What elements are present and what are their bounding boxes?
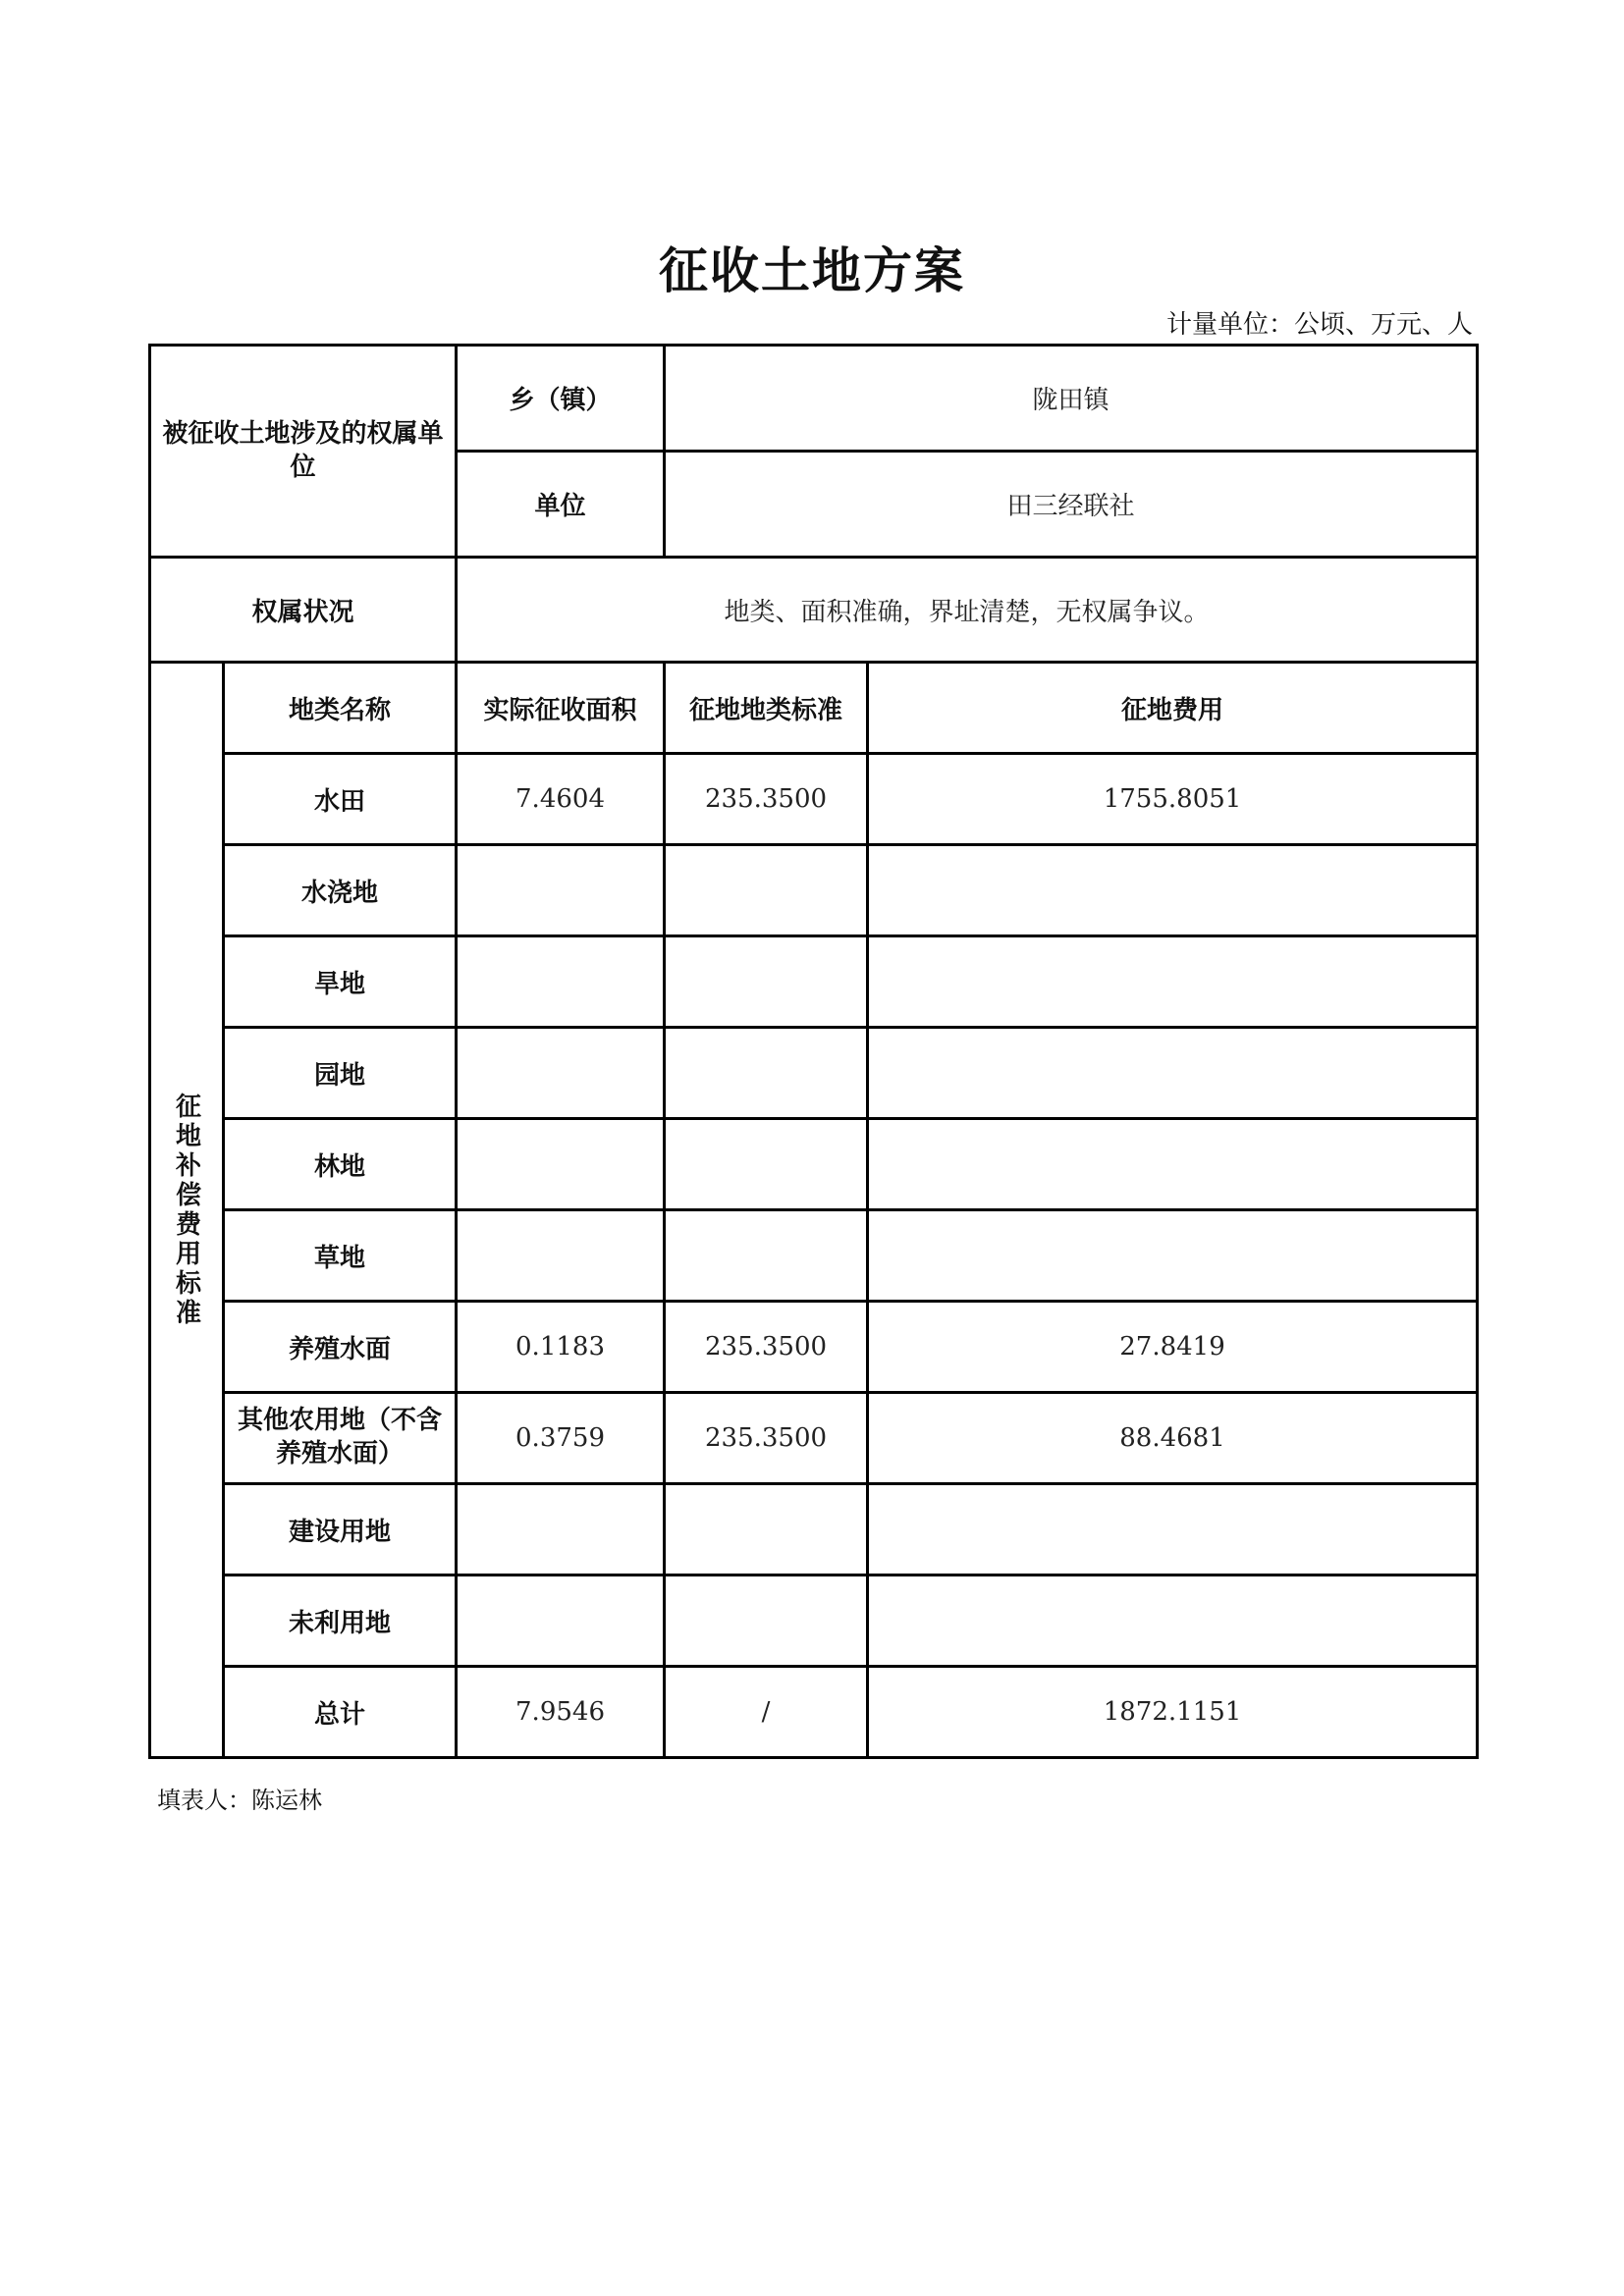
row-land-type: 总计 <box>224 1667 457 1758</box>
row-standard <box>665 1028 868 1119</box>
page-title: 征收土地方案 <box>659 242 965 299</box>
row-land-type: 水田 <box>224 754 457 845</box>
row-area: 0.3759 <box>457 1393 665 1484</box>
header-standard: 征地地类标准 <box>665 663 868 754</box>
row-standard <box>665 1210 868 1302</box>
row-area: 7.4604 <box>457 754 665 845</box>
row-fee: 88.4681 <box>868 1393 1478 1484</box>
row-standard <box>665 845 868 936</box>
row-area <box>457 1028 665 1119</box>
row-standard <box>665 936 868 1028</box>
header-actual-area: 实际征收面积 <box>457 663 665 754</box>
row-fee <box>868 1575 1478 1667</box>
table-row <box>150 754 1478 845</box>
compensation-side-cell <box>150 663 224 1758</box>
row-land-type: 草地 <box>224 1210 457 1302</box>
township-label: 乡（镇） <box>457 346 665 452</box>
row-fee: 1755.8051 <box>868 754 1478 845</box>
row-fee <box>868 1028 1478 1119</box>
row-standard: 235.3500 <box>665 754 868 845</box>
owner-section-label: 被征收土地涉及的权属单位 <box>150 346 457 558</box>
table-row <box>150 1210 1478 1302</box>
row-fee: 27.8419 <box>868 1302 1478 1393</box>
table-row <box>150 1484 1478 1575</box>
table-row-total <box>150 1667 1478 1758</box>
row-land-type: 养殖水面 <box>224 1302 457 1393</box>
table-row <box>150 1393 1478 1484</box>
row-land-type: 林地 <box>224 1119 457 1210</box>
row-land-type: 未利用地 <box>224 1575 457 1667</box>
row-fee <box>868 845 1478 936</box>
row-area <box>457 845 665 936</box>
table-row <box>150 1302 1478 1393</box>
township-value: 陇田镇 <box>665 346 1478 452</box>
row-area <box>457 936 665 1028</box>
row-fee <box>868 1484 1478 1575</box>
table-row <box>150 1028 1478 1119</box>
row-standard: / <box>665 1667 868 1758</box>
row-area <box>457 1575 665 1667</box>
row-area: 0.1183 <box>457 1302 665 1393</box>
row-fee <box>868 1119 1478 1210</box>
row-standard: 235.3500 <box>665 1302 868 1393</box>
row-area <box>457 1210 665 1302</box>
compensation-side-label: 征地补偿费用标准 <box>171 1092 201 1328</box>
unit-label: 单位 <box>457 452 665 558</box>
ownership-status-label: 权属状况 <box>150 558 457 663</box>
filler-note: 填表人：陈运林 <box>157 1787 322 1814</box>
row-standard <box>665 1575 868 1667</box>
row-land-type: 旱地 <box>224 936 457 1028</box>
ownership-status-value: 地类、面积准确，界址清楚，无权属争议。 <box>457 558 1478 663</box>
row-fee <box>868 936 1478 1028</box>
row-land-type: 其他农用地（不含养殖水面） <box>224 1393 457 1484</box>
row-standard <box>665 1484 868 1575</box>
header-land-type: 地类名称 <box>224 663 457 754</box>
table-row <box>150 936 1478 1028</box>
header-fee: 征地费用 <box>868 663 1478 754</box>
row-land-type: 建设用地 <box>224 1484 457 1575</box>
table-row <box>150 1575 1478 1667</box>
row-area <box>457 1119 665 1210</box>
land-acquisition-table <box>148 344 1479 1759</box>
table-row <box>150 1119 1478 1210</box>
row-land-type: 水浇地 <box>224 845 457 936</box>
row-standard: 235.3500 <box>665 1393 868 1484</box>
unit-note: 计量单位：公顷、万元、人 <box>1165 310 1473 340</box>
row-fee: 1872.1151 <box>868 1667 1478 1758</box>
table-row <box>150 845 1478 936</box>
row-land-type: 园地 <box>224 1028 457 1119</box>
row-standard <box>665 1119 868 1210</box>
row-area: 7.9546 <box>457 1667 665 1758</box>
row-area <box>457 1484 665 1575</box>
unit-value: 田三经联社 <box>665 452 1478 558</box>
row-fee <box>868 1210 1478 1302</box>
